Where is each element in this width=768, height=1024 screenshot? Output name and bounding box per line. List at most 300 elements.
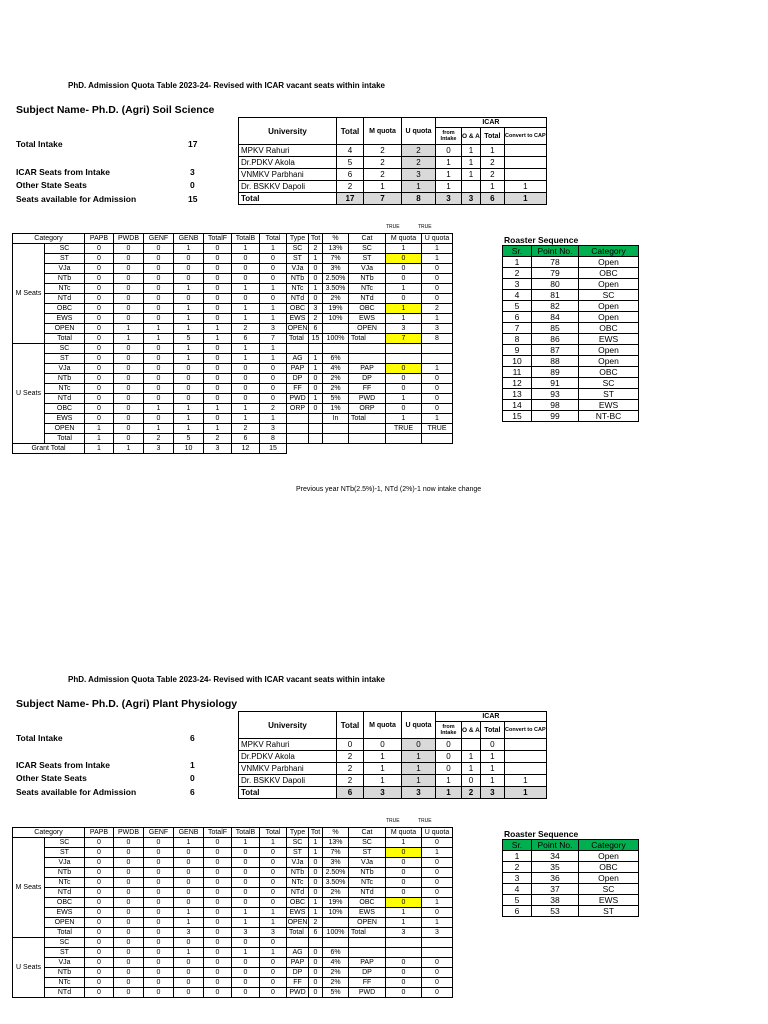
category-cell: 2 [204,434,232,444]
category-cell: 3.50% [323,284,349,294]
category-cell: 0 [260,968,287,978]
category-cell: 0 [114,304,144,314]
cell-oa: 1 [462,145,481,157]
total-intake-label: Total Intake [16,139,63,149]
category-cell: 1 [114,334,144,344]
category-cell: NTb [349,274,386,284]
category-row [13,908,453,918]
category-cell: 1 [386,244,422,254]
column-header: Type [287,234,309,244]
total-intake-label: Total Intake [16,733,63,743]
category-cell: 0 [204,354,232,364]
category-cell: OPEN [287,919,308,926]
category-cell: 0 [114,294,144,304]
category-cell: 0 [309,868,323,878]
roster-table [502,245,639,422]
category-cell: 0 [85,334,114,344]
column-header: GENF [144,234,174,244]
roster-title: Roaster Sequence [504,235,579,245]
category-cell: 1 [232,838,260,848]
roster-header: Sr. [503,840,532,851]
category-cell: 0 [174,898,204,908]
grand-total-row [13,444,453,454]
category-cell: PWD [349,988,386,998]
category-cell: OPEN [45,918,85,928]
category-cell: NTc [45,978,85,988]
category-cell: 0 [204,908,232,918]
category-cell: 0 [114,264,144,274]
category-cell: 0 [114,274,144,284]
other-state-label: Other State Seats [16,773,87,783]
category-cell: NTb [45,274,85,284]
category-cell: 0 [232,274,260,284]
icar-seats-label: ICAR Seats from Intake [16,167,110,177]
category-cell: 0 [144,344,174,354]
category-cell: 0 [204,918,232,928]
category-cell: 1 [422,898,453,908]
category-cell: 0 [422,978,453,988]
category-cell: 0 [144,918,174,928]
category-cell: 0 [144,384,174,394]
cell-total: 6 [337,787,364,799]
category-cell: 0 [204,978,232,988]
header-u-quota: U quota [402,118,436,145]
cell-total: 6 [337,169,364,181]
icar-seats-value: 3 [190,167,195,177]
roster-cell: Open [579,301,639,312]
category-cell: 2 [232,324,260,334]
cell-oa: 3 [462,193,481,205]
category-cell: 0 [309,978,323,988]
category-row [13,364,453,374]
roster-row [503,301,639,312]
category-cell: 0 [260,898,287,908]
category-cell [349,424,386,434]
category-cell: 0 [260,958,287,968]
category-cell: 0 [232,848,260,858]
true-label: TRUE [386,818,400,824]
roster-cell: 38 [532,895,579,906]
roster-cell: 12 [503,378,532,389]
roster-cell: 35 [532,862,579,873]
category-row [13,264,453,274]
university-quota-table [238,117,547,205]
category-cell: 0 [85,404,114,414]
university-name: MPKV Rahuri [239,739,337,751]
university-row [239,193,547,205]
category-cell: 0 [144,274,174,284]
category-cell: 1 [260,344,287,354]
university-table [238,117,547,205]
category-cell [309,938,323,948]
category-cell: EWS [349,908,386,918]
category-cell: ST [349,848,386,858]
category-cell: 0 [174,254,204,264]
category-cell: 0 [422,858,453,868]
category-cell: 0 [386,364,422,374]
category-cell: 0 [204,868,232,878]
category-cell: 0 [114,374,144,384]
category-cell: OBC [45,304,85,314]
category-cell: PWD [349,394,386,404]
roster-cell: 78 [532,257,579,268]
category-cell: 0 [114,314,144,324]
category-cell: Total [287,928,309,938]
cell-u: 1 [402,181,436,193]
cell-u: 0 [402,739,436,751]
category-cell: 0 [114,948,144,958]
category-cell: 1 [174,314,204,324]
category-cell: 0 [309,404,323,414]
category-cell: 6% [323,354,349,364]
cell-u: 8 [402,193,436,205]
true-label: TRUE [418,224,432,230]
roster-cell: 4 [503,290,532,301]
category-cell: 0 [144,374,174,384]
cell-total: 4 [337,145,364,157]
category-cell: 0 [204,314,232,324]
category-cell: ORP [349,404,386,414]
category-cell: 0 [386,878,422,888]
category-cell: NTc [349,878,386,888]
category-cell: 0 [144,304,174,314]
category-cell: 0 [422,384,453,394]
category-cell: 0 [144,908,174,918]
category-cell: 0 [422,264,453,274]
column-header: Category [13,828,85,838]
category-cell: 3% [323,264,349,274]
column-header: TotalF [204,234,232,244]
category-cell: PAP [287,364,309,374]
category-cell: 7% [323,254,349,264]
category-cell: 0 [422,374,453,384]
roster-cell: 5 [503,301,532,312]
roster-cell: 85 [532,323,579,334]
category-cell: 2% [323,888,349,898]
cell-fi: 3 [436,193,462,205]
category-cell: ST [287,254,309,264]
category-cell: 0 [144,394,174,404]
category-cell: 1 [260,918,287,928]
category-cell: SC [45,838,85,848]
category-cell: 0 [85,304,114,314]
category-cell: 0 [260,848,287,858]
category-cell: 3.50% [323,878,349,888]
category-cell: 0 [85,244,114,254]
category-cell: 1 [232,404,260,414]
category-cell: FF [349,384,386,394]
category-row [13,294,453,304]
roster-cell: 11 [503,367,532,378]
roster-header: Category [579,246,639,257]
category-cell: 0 [386,958,422,968]
seats-available-label: Seats available for Admission [16,787,137,797]
category-cell: 1 [386,304,422,314]
category-row [13,314,453,324]
header-university: University [239,712,337,739]
category-cell [349,354,386,364]
category-cell: 0 [232,958,260,968]
category-cell: 1 [85,434,114,444]
category-cell: 3 [260,324,287,334]
category-cell: 6 [232,434,260,444]
category-cell: Total [287,334,309,344]
category-cell: 0 [114,888,144,898]
category-cell: 1 [309,354,323,364]
cell-cap: 1 [504,193,546,205]
category-cell: 2 [232,424,260,434]
category-cell: 5 [174,334,204,344]
category-cell: 0 [174,374,204,384]
category-quota-table [12,827,453,998]
category-cell: 1 [232,304,260,314]
category-cell: 0 [204,274,232,284]
category-cell: 1 [114,324,144,334]
category-cell: 8 [422,334,453,344]
category-cell: DP [349,374,386,384]
category-cell: 0 [260,254,287,264]
category-cell: 1 [174,324,204,334]
cell-u: 3 [402,169,436,181]
category-cell: 0 [174,364,204,374]
category-cell [309,414,323,424]
category-cell: OPEN [287,325,308,332]
category-cell: 0 [422,274,453,284]
column-header: Total [260,234,287,244]
category-cell: 0 [422,284,453,294]
roster-cell: 14 [503,400,532,411]
header-icar-total: Total [480,128,504,145]
roster-cell: 87 [532,345,579,356]
category-cell: 0 [422,988,453,998]
category-cell: SC [349,244,386,254]
roster-cell: 6 [503,312,532,323]
cell-m: 2 [364,145,402,157]
category-cell: DP [287,968,309,978]
category-cell: 0 [260,294,287,304]
category-cell: 0 [85,838,114,848]
category-cell: 0 [114,958,144,968]
category-cell: AG [287,948,309,958]
category-cell: 0 [386,868,422,878]
category-row [13,868,453,878]
column-header: GENB [174,234,204,244]
category-cell: 3 [386,928,422,938]
category-cell: 0 [85,868,114,878]
category-cell: 3 [174,928,204,938]
roster-cell: 91 [532,378,579,389]
category-cell: NTd [349,888,386,898]
category-cell: 0 [85,888,114,898]
roster-cell: 84 [532,312,579,323]
category-cell: 6 [309,928,323,938]
category-cell: 0 [114,868,144,878]
roster-cell: Open [579,851,639,862]
category-cell: 0 [260,384,287,394]
roster-cell: Open [579,312,639,323]
category-cell: 0 [114,414,144,424]
category-row [13,284,453,294]
category-cell: 4% [323,364,349,374]
category-cell: 2 [309,918,323,928]
cell-fi: 1 [436,787,462,799]
category-cell: 7 [260,334,287,344]
category-cell: 1 [260,314,287,324]
roster-cell: Open [579,873,639,884]
category-cell: 0 [174,968,204,978]
category-cell [323,918,349,928]
category-cell: 0 [144,898,174,908]
category-cell: 0 [144,848,174,858]
category-cell: 0 [85,878,114,888]
column-header: Cat [349,828,386,838]
category-cell: 0 [174,978,204,988]
category-cell: 0 [174,858,204,868]
category-cell: 1 [386,394,422,404]
category-cell: 6 [232,334,260,344]
category-cell: 0 [144,364,174,374]
category-cell: 0 [174,938,204,948]
category-cell: 0 [174,848,204,858]
column-header: PWDB [114,234,144,244]
category-cell: 0 [232,898,260,908]
category-cell: SC [45,244,85,254]
category-cell: 0 [309,888,323,898]
category-cell: 1 [386,284,422,294]
column-header: TotalB [232,234,260,244]
cell-it: 2 [480,169,504,181]
roster-cell: 1 [503,257,532,268]
category-cell: 1 [260,244,287,254]
roster-row [503,257,639,268]
category-cell: 0 [204,848,232,858]
category-cell: NTc [287,284,309,294]
cell-oa [462,181,481,193]
cell-oa [462,739,481,751]
category-cell [386,938,422,948]
category-cell: 7% [323,848,349,858]
category-cell: 4% [323,958,349,968]
roster-cell: 88 [532,356,579,367]
category-cell: 1 [174,344,204,354]
category-cell: 0 [144,284,174,294]
category-cell: PAP [349,958,386,968]
category-cell: NTd [45,394,85,404]
roster-header: Point No. [532,246,579,257]
cell-total: 0 [337,739,364,751]
category-cell: 0 [204,968,232,978]
roster-cell: 34 [532,851,579,862]
category-cell: 0 [309,988,323,998]
cell-oa: 1 [462,157,481,169]
category-cell: 1 [174,414,204,424]
category-row [13,344,453,354]
category-cell: 0 [204,838,232,848]
category-cell: 0 [204,254,232,264]
category-cell: 15 [309,334,323,344]
category-cell: 0 [144,978,174,988]
cell-m: 2 [364,169,402,181]
category-cell: SC [45,344,85,354]
category-cell: OPEN [349,324,386,334]
category-cell: 0 [309,968,323,978]
category-cell: PAP [349,364,386,374]
category-cell: Total [45,434,85,444]
category-cell: NTb [45,968,85,978]
category-cell: 1 [260,838,287,848]
category-cell: 0 [260,978,287,988]
column-header: GENB [174,828,204,838]
category-cell: 1 [144,334,174,344]
university-name: Dr.PDKV Akola [239,157,337,169]
category-cell: 1 [422,918,453,928]
roster-cell: Open [579,279,639,290]
category-cell: PWD [287,988,309,998]
category-cell: 0 [422,394,453,404]
roster-row [503,334,639,345]
category-cell [349,948,386,958]
category-cell: 1 [232,244,260,254]
category-row [13,988,453,998]
category-cell: 0 [114,878,144,888]
category-cell: 0 [114,908,144,918]
category-cell: 0 [204,384,232,394]
category-cell: 0 [386,988,422,998]
roster-cell: 37 [532,884,579,895]
category-cell: 0 [204,878,232,888]
category-cell: 0 [85,928,114,938]
category-cell: 0 [204,858,232,868]
category-cell: 2 [260,404,287,414]
category-cell: 0 [144,244,174,254]
university-name: Dr. BSKKV Dapoli [239,775,337,787]
roster-cell: EWS [579,400,639,411]
category-cell: TRUE [422,424,453,434]
category-cell: 19% [323,304,349,314]
category-cell: 0 [422,878,453,888]
category-cell: 0 [114,404,144,414]
category-cell [349,344,386,354]
category-cell: 0 [232,938,260,948]
roster-header: Point No. [532,840,579,851]
cell-oa: 1 [462,751,481,763]
category-row [13,404,453,414]
university-name: MPKV Rahuri [239,145,337,157]
category-cell: OBC [45,898,85,908]
category-cell: Total [349,414,386,424]
roster-cell: 7 [503,323,532,334]
roster-cell: 4 [503,884,532,895]
category-cell: PWD [287,394,309,404]
roster-cell: SC [579,290,639,301]
category-cell: 5% [323,394,349,404]
category-cell: 0 [204,344,232,354]
category-cell: 1 [309,254,323,264]
category-cell: 0 [85,344,114,354]
category-cell: 0 [386,264,422,274]
grand-total-cell: 3 [204,444,232,454]
category-cell: 1 [232,414,260,424]
category-cell: 0 [309,858,323,868]
roster-cell: NT-BC [579,411,639,422]
category-cell: 0 [204,928,232,938]
column-header: U quota [422,234,453,244]
category-cell: 1 [260,304,287,314]
category-cell: 100% [323,928,349,938]
category-cell: 1 [232,344,260,354]
category-cell: 0 [386,898,422,908]
cell-u: 1 [402,775,436,787]
